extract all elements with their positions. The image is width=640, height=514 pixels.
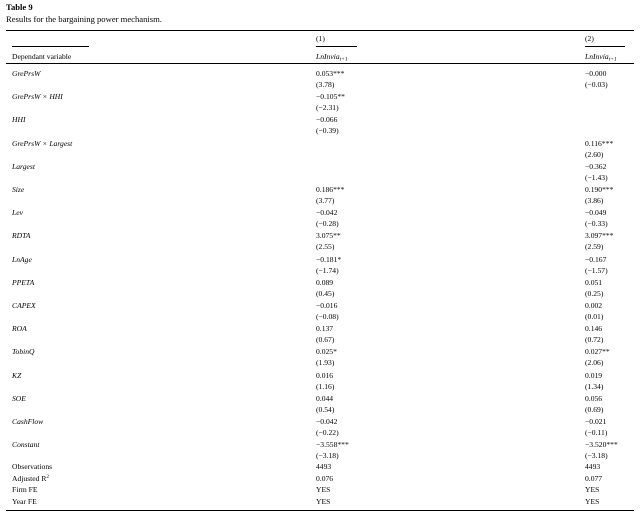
col2-tstat: (2.06) bbox=[585, 358, 604, 368]
col2-coefficient: 0.116*** bbox=[585, 138, 614, 148]
footer-col2-value: 0.077 bbox=[585, 473, 603, 483]
header-rule-col2 bbox=[585, 46, 625, 47]
col1-coefficient: −0.042 bbox=[316, 208, 338, 218]
col1-tstat: (2.55) bbox=[316, 242, 335, 252]
superscript: 2 bbox=[46, 473, 49, 480]
col1-coefficient: −0.042 bbox=[316, 417, 338, 426]
row-label: KZ bbox=[12, 370, 22, 380]
col2-tstat: (−3.18) bbox=[585, 451, 608, 461]
col2-tstat: (−0.33) bbox=[585, 219, 608, 229]
row-label: CashFlow bbox=[12, 417, 44, 426]
col1-tstat: (−0.22) bbox=[316, 428, 339, 437]
col2-tstat: (−0.03) bbox=[585, 80, 608, 89]
col1-coefficient: −0.105** bbox=[316, 92, 345, 102]
row-label: Constant bbox=[12, 440, 40, 450]
col1-coefficient: 0.089 bbox=[316, 277, 334, 287]
row-label: Lev bbox=[12, 208, 23, 218]
row-label: Size bbox=[12, 185, 25, 194]
col1-tstat: (3.78) bbox=[316, 80, 335, 89]
footer-col1-value: 4493 bbox=[316, 462, 332, 472]
row-label: HHI bbox=[12, 115, 26, 125]
col1-tstat: (3.77) bbox=[316, 196, 335, 205]
col2-tstat: (0.69) bbox=[585, 404, 604, 414]
row-label: CAPEX bbox=[12, 301, 36, 310]
col1-coefficient: −3.558*** bbox=[316, 440, 349, 450]
col2-coefficient: 0.056 bbox=[585, 393, 603, 403]
row-label: PPETA bbox=[12, 277, 35, 287]
header-bottom-rule bbox=[6, 63, 634, 64]
col1-tstat: (−2.31) bbox=[316, 103, 339, 113]
col2-tstat: (0.25) bbox=[585, 288, 604, 298]
col2-tstat: (3.86) bbox=[585, 196, 604, 205]
top-rule bbox=[6, 30, 634, 31]
row-label: GrePrsW bbox=[12, 69, 41, 78]
footer-row-label: Firm FE bbox=[12, 485, 38, 495]
col1-tstat: (−3.18) bbox=[316, 451, 339, 461]
col1-coefficient: −0.016 bbox=[316, 301, 338, 310]
col2-tstat: (−0.11) bbox=[585, 428, 608, 437]
col2-tstat: (0.01) bbox=[585, 312, 604, 321]
col2-coefficient: −3.520*** bbox=[585, 440, 618, 450]
header-rule-col1 bbox=[316, 46, 357, 47]
col2-coefficient: 0.019 bbox=[585, 370, 603, 380]
col1-tstat: (0.67) bbox=[316, 335, 335, 345]
col2-coefficient: −0.021 bbox=[585, 417, 607, 426]
footer-row-label: Adjusted $R^2$ bbox=[12, 473, 49, 483]
col1-coefficient: 0.016 bbox=[316, 370, 334, 380]
column-2-dependent-variable: LnInvia$_{t+1}$ bbox=[585, 52, 617, 63]
col1-coefficient: 0.025* bbox=[316, 347, 337, 357]
footer-col1-value: YES bbox=[316, 496, 331, 506]
row-label: LnAge bbox=[12, 254, 32, 264]
col1-tstat: (0.54) bbox=[316, 404, 335, 414]
footer-row-label: Observations bbox=[12, 462, 53, 472]
col2-coefficient: −0.167 bbox=[585, 254, 607, 264]
bottom-rule bbox=[6, 510, 634, 511]
col1-tstat: (−0.08) bbox=[316, 312, 339, 321]
footer-col2-value: 4493 bbox=[585, 462, 601, 472]
column-2-number: (2) bbox=[585, 34, 594, 43]
footer-row-label: Year FE bbox=[12, 496, 37, 506]
col2-coefficient: 0.146 bbox=[585, 324, 603, 334]
column-1-dependent-variable: LnInvia$_{t+1}$ bbox=[316, 52, 348, 63]
col2-coefficient: −0.362 bbox=[585, 161, 607, 171]
row-label: Largest bbox=[12, 161, 35, 171]
col1-tstat: (−1.74) bbox=[316, 265, 339, 275]
table-caption: Results for the bargaining power mechanism. bbox=[6, 14, 162, 24]
col2-coefficient: 0.190*** bbox=[585, 185, 614, 194]
footer-col1-value: YES bbox=[316, 485, 331, 495]
col2-tstat: (0.72) bbox=[585, 335, 604, 345]
col2-tstat: (1.34) bbox=[585, 381, 604, 391]
col2-coefficient: 0.027** bbox=[585, 347, 610, 357]
col2-coefficient: 0.051 bbox=[585, 277, 603, 287]
col2-coefficient: −0.049 bbox=[585, 208, 607, 218]
col2-coefficient: −0.000 bbox=[585, 69, 607, 78]
row-label: TobinQ bbox=[12, 347, 35, 357]
col2-tstat: (2.60) bbox=[585, 149, 604, 159]
col1-tstat: (1.16) bbox=[316, 381, 335, 391]
header-rule-label bbox=[12, 46, 89, 47]
col1-tstat: (1.93) bbox=[316, 358, 335, 368]
col1-coefficient: 0.044 bbox=[316, 393, 334, 403]
col1-coefficient: 0.053*** bbox=[316, 69, 345, 78]
table-label: Table 9 bbox=[6, 2, 33, 12]
col1-tstat: (−0.28) bbox=[316, 219, 339, 229]
footer-col2-value: YES bbox=[585, 496, 600, 506]
header-label: Dependant variable bbox=[12, 52, 72, 61]
col1-coefficient: −0.181* bbox=[316, 254, 342, 264]
col1-coefficient: −0.066 bbox=[316, 115, 338, 125]
col1-coefficient: 0.137 bbox=[316, 324, 334, 334]
col2-tstat: (2.59) bbox=[585, 242, 604, 252]
col1-tstat: (0.45) bbox=[316, 288, 335, 298]
col2-coefficient: 0.002 bbox=[585, 301, 603, 310]
col1-coefficient: 0.186*** bbox=[316, 185, 345, 194]
col1-tstat: (−0.39) bbox=[316, 126, 339, 136]
col2-tstat: (−1.43) bbox=[585, 172, 608, 182]
column-1-number: (1) bbox=[316, 34, 325, 43]
col1-coefficient: 3.075** bbox=[316, 231, 341, 241]
footer-col2-value: YES bbox=[585, 485, 600, 495]
footer-col1-value: 0.076 bbox=[316, 473, 334, 483]
row-label: RDTA bbox=[12, 231, 31, 241]
row-label: GrePrsW × Largest bbox=[12, 138, 73, 148]
row-label: SOE bbox=[12, 393, 26, 403]
col2-tstat: (−1.57) bbox=[585, 265, 608, 275]
col2-coefficient: 3.097*** bbox=[585, 231, 614, 241]
row-label: GrePrsW × HHI bbox=[12, 92, 63, 102]
row-label: ROA bbox=[12, 324, 27, 334]
